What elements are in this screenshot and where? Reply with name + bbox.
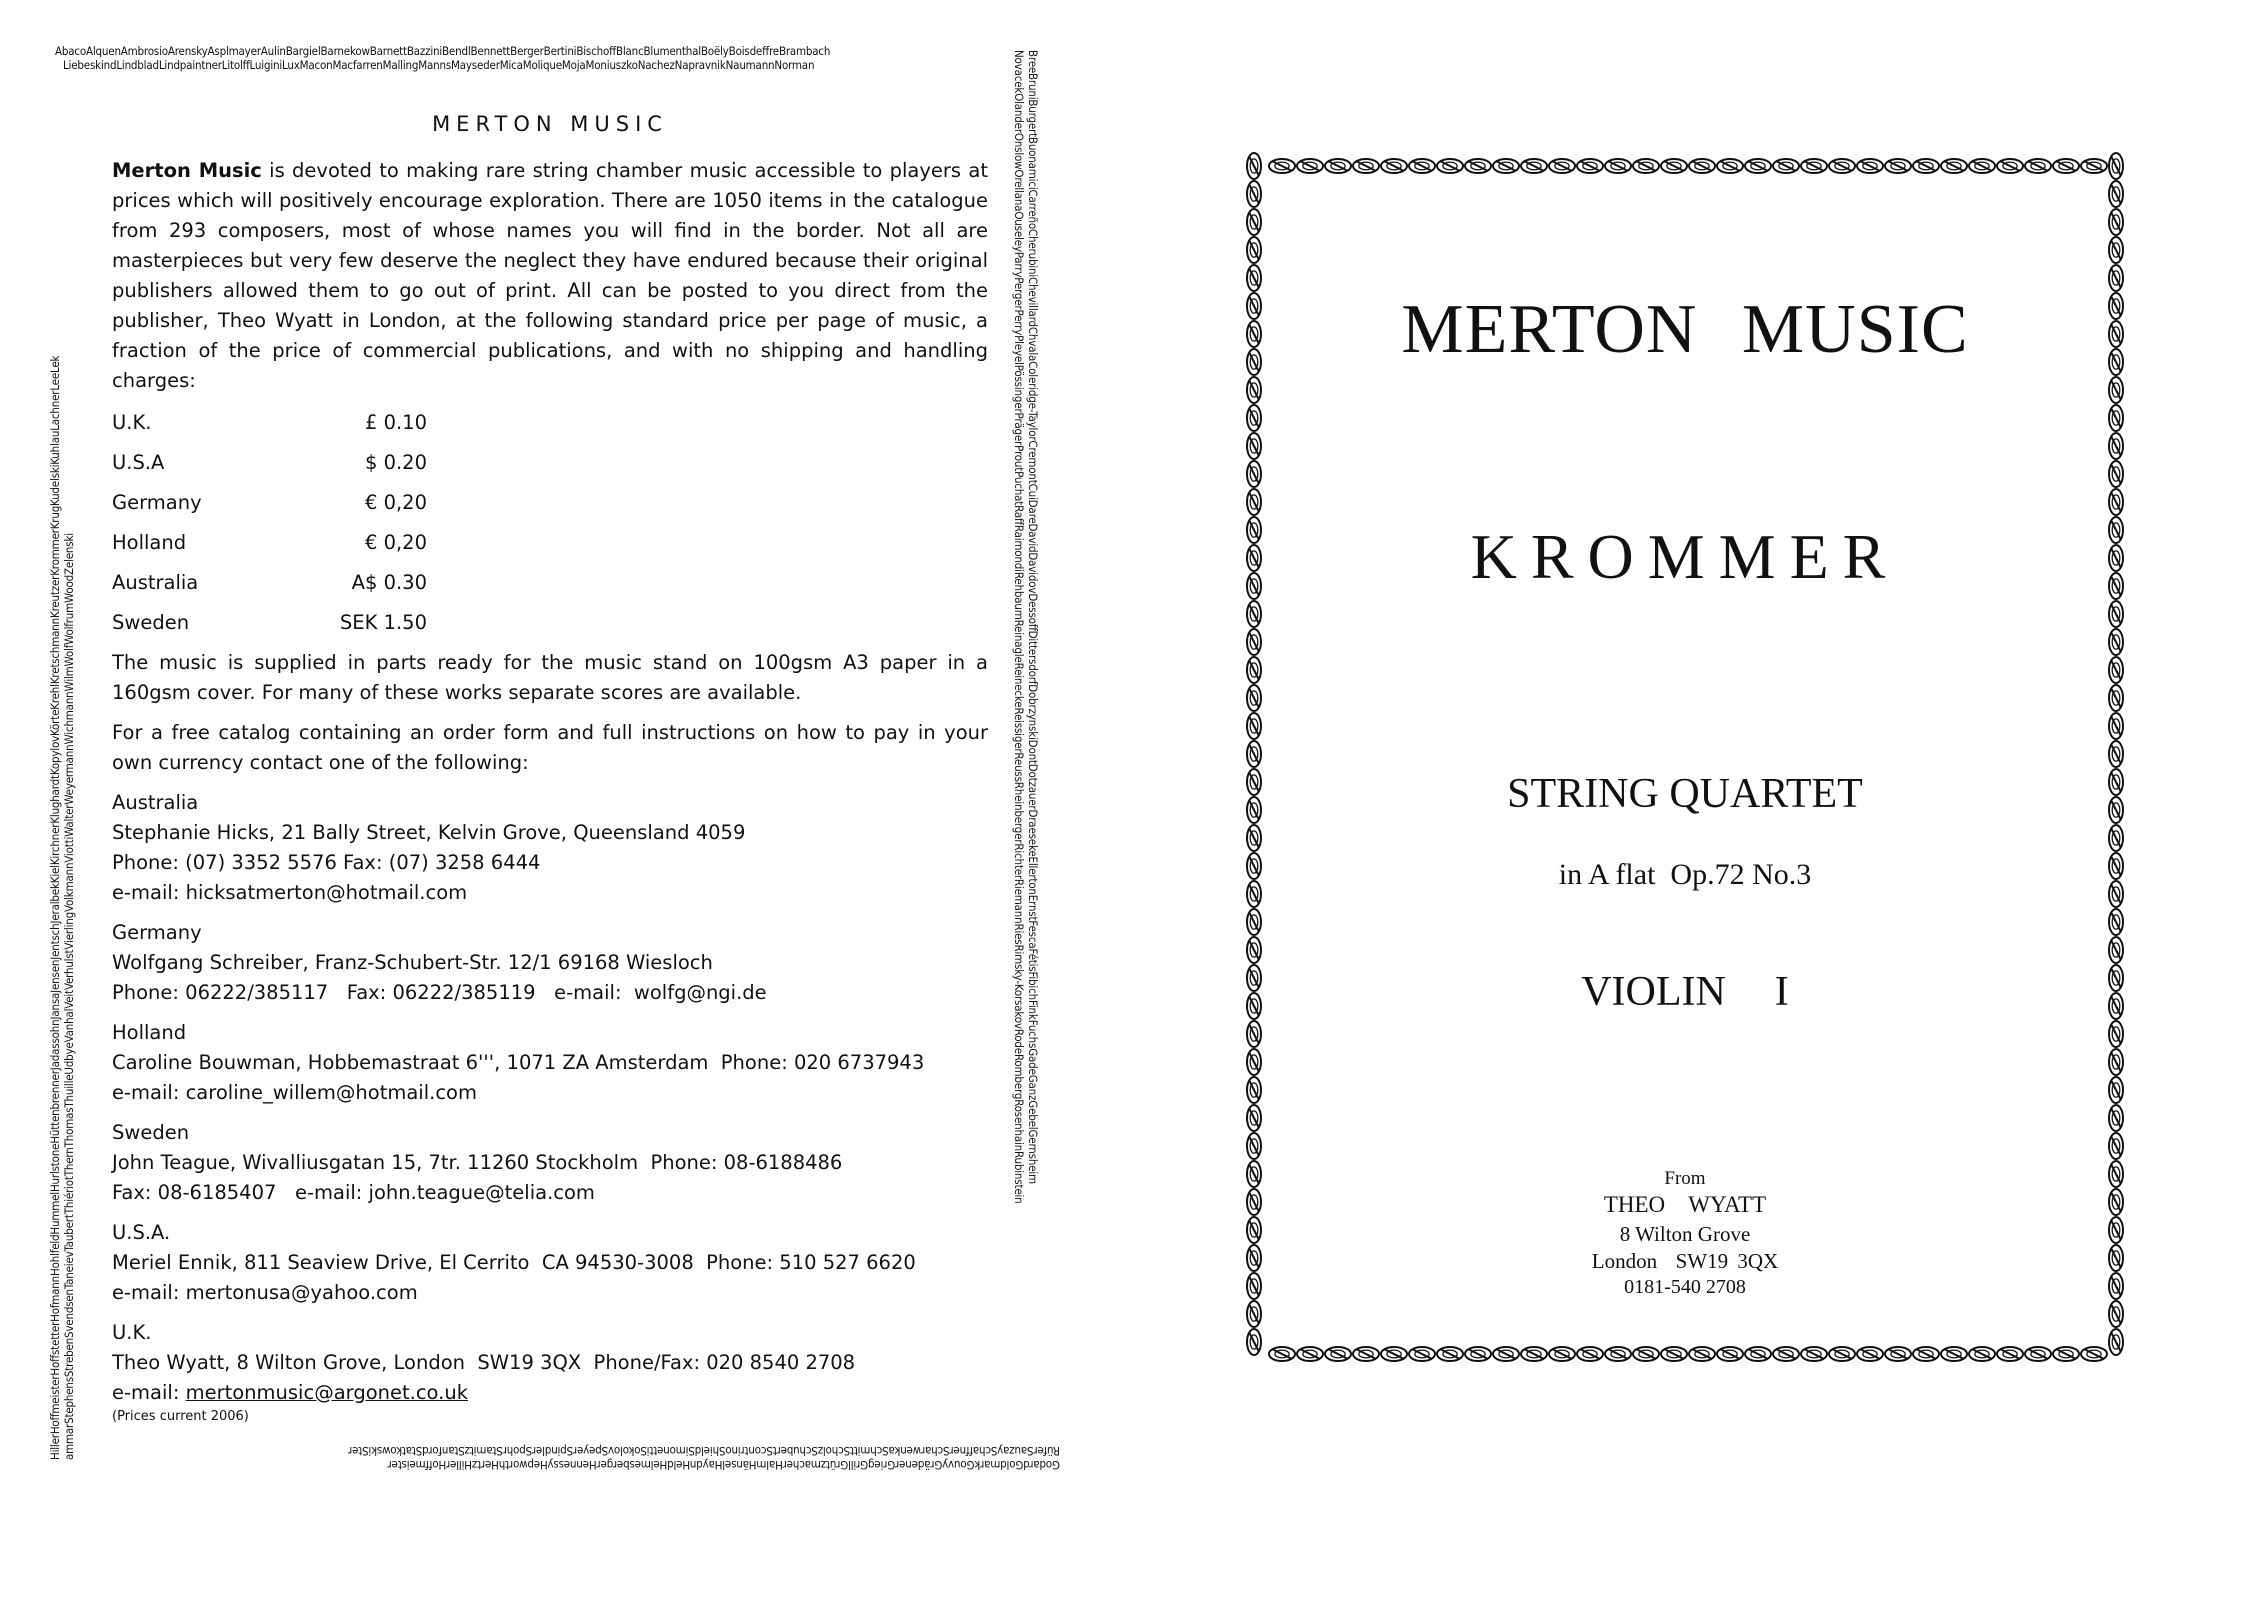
chain-link [1661,1347,1687,1361]
price-country: Sweden [112,610,190,634]
chain-link [1773,1347,1799,1361]
chain-link [1247,1077,1261,1103]
chain-link [1633,159,1659,173]
chain-link [1493,1347,1519,1361]
border-left-composers [48,60,80,1460]
chain-link [1269,159,1295,173]
chain-link [1577,159,1603,173]
cover-composer: KROMMER [1470,521,1900,592]
chain-link [1549,1347,1575,1361]
chain-link [2109,1133,2123,1159]
contact-email [112,1378,988,1408]
chain-link [2109,825,2123,851]
chain-link [2109,377,2123,403]
price-amount: $ 0.20 [364,450,427,474]
price-row [112,482,988,522]
contact-region: Australia [112,791,199,814]
contact-email: e-mail: caroline_willem@hotmail.com [112,1081,477,1104]
cover-address-line-1: 8 Wilton Grove [1619,1222,1751,1246]
chain-link [1857,1347,1883,1361]
chain-link [1717,159,1743,173]
chain-link [1941,159,1967,173]
chain-link [2109,685,2123,711]
chain-link [1549,159,1575,173]
chain-link [1247,1021,1261,1047]
chain-link [2109,433,2123,459]
cover-publisher-name: THEO WYATT [1603,1192,1767,1217]
chain-link [1857,159,1883,173]
cover-key-opus: in A flat Op.72 No.3 [1558,858,1812,891]
contact-region: U.K. [112,1321,152,1344]
contact-address: Meriel Ennik, 811 Seaview Drive, El Cerrito CA 94530-3008 Phone: 510 527 6620 [112,1251,916,1274]
chain-link [1247,629,1261,655]
chain-link [1969,159,1995,173]
price-country: Australia [112,570,199,594]
chain-link [2109,265,2123,291]
chain-link [1247,909,1261,935]
contact-holland [112,1018,988,1108]
price-country: Germany [112,490,202,514]
chain-link [1353,1347,1379,1361]
chain-link [2109,601,2123,627]
chain-link [1465,159,1491,173]
chain-link [1773,159,1799,173]
chain-link [2109,1049,2123,1075]
chain-link [2109,1021,2123,1047]
chain-link [1247,601,1261,627]
chain-link [2109,153,2123,179]
contact-region: Sweden [112,1121,190,1144]
contact-email: e-mail: hicksatmerton@hotmail.com [112,881,468,904]
chain-link [1247,377,1261,403]
chain-link [1745,159,1771,173]
chain-link [2053,159,2079,173]
chain-link [2109,405,2123,431]
price-amount: € 0,20 [364,490,427,514]
chain-link [1297,1347,1323,1361]
chain-link [1661,159,1687,173]
chain-link [1493,159,1519,173]
cover-work-title: STRING QUARTET [1507,771,1863,817]
chain-link [1997,1347,2023,1361]
email-label: e-mail: [112,1381,186,1404]
chain-link [2109,713,2123,739]
chain-link [1325,1347,1351,1361]
chain-link [2053,1347,2079,1361]
chain-link [1247,825,1261,851]
chain-link [1969,1347,1995,1361]
chain-link [2025,159,2051,173]
prices-footnote: (Prices current 2006) [112,1409,249,1424]
chain-link [2109,909,2123,935]
chain-link [1437,1347,1463,1361]
chain-link [1247,433,1261,459]
chain-link [1247,405,1261,431]
chain-link [1247,1049,1261,1075]
intro-text: is devoted to making rare string chamber music accessible to players at prices which will positively encourage exploration. There are 1050 items in the catalogue from 293 composers, most of whose names you will find in the border. Not all are masterpieces but very few deserve the neglect they have endured because their original publishers allowed them to go out of print. All can be posted to you direct from the publisher, Theo Wyatt in London, at the following standard price per page of music, a fraction of the price of commercial publications, and with no shipping and handling charges: [112,159,988,392]
chain-link [1577,1347,1603,1361]
catalog-paragraph: For a free catalog containing an order form and full instructions on how to pay in your own currency contact one of the following: [112,721,988,774]
contact-fax-email: Fax: 08-6185407 e-mail: john.teague@telia.com [112,1181,595,1204]
border-bottom-line-1: GodardGoldmarkGouvyGrädenerGriegGrillGrützmacherHalmHänselHaydnHeldHelmesbergerHennessyHepworthHertzHillerHoffmeister [387,1458,1060,1472]
chain-link [1745,1347,1771,1361]
chain-link [1247,685,1261,711]
price-country: Holland [112,530,187,554]
border-top-line-1: AbacoAlquenAmbrosioArenskyAsplmayerAulinBargielBarnekowBarnettBazziniBendlBennettBergerBertiniBischoffBlancBlumenthalBoëlyBoisdeffreBrambach [55,44,831,58]
chain-link [1247,741,1261,767]
chain-link [2109,657,2123,683]
contact-address: Stephanie Hicks, 21 Bally Street, Kelvin Grove, Queensland 4059 [112,821,746,844]
chain-link [1689,1347,1715,1361]
chain-link [2109,461,2123,487]
price-table [112,402,988,642]
chain-link [1605,1347,1631,1361]
chain-link [2109,1301,2123,1327]
border-bottom-line-2: RüferSauzaySchaffnerScharwenkaSchmittScholzSchubertScontrinoShieldSimonettiSokolovSpeyerSpindlerSpohrStamitzStanfordStatkowskiSter [348,1444,1060,1458]
contact-region: U.S.A. [112,1221,171,1244]
chain-link [1913,1347,1939,1361]
chain-link [2109,629,2123,655]
chain-link [1521,159,1547,173]
supply-paragraph: The music is supplied in parts ready for the music stand on 100gsm A3 paper in a 160gsm cover. For many of these works separate scores are available. [112,651,988,704]
chain-link [2109,209,2123,235]
chain-link [1247,937,1261,963]
chain-link [2109,1329,2123,1355]
contact-sweden [112,1118,988,1208]
chain-link [1247,461,1261,487]
price-amount: € 0,20 [364,530,427,554]
chain-link [2081,159,2107,173]
chain-link [1913,159,1939,173]
chain-link [1381,1347,1407,1361]
border-right-line-2: NovacekOlanderOnslowOrellanaOuseleyParryPergerPerryPleyelPössingerPrägerProutPuchatRaffRaimondiRehbaumReinagleReineckeReissigerReussRheinbergerRichterRiemannRiesRimsky-KorsakovRodeRombergRosenhainRubinstein [1012,50,1026,1204]
price-amount: A$ 0.30 [351,570,427,594]
cover-address-line-2: London SW19 3QX [1591,1249,1779,1273]
chain-link [1941,1347,1967,1361]
chain-link [2109,937,2123,963]
chain-link [1247,265,1261,291]
page-title: MERTON MUSIC [432,112,668,136]
chain-link [1829,159,1855,173]
contact-region: Germany [112,921,202,944]
border-top-composers [55,44,1005,72]
cover-phone: 0181-540 2708 [1624,1276,1746,1298]
chain-link [1409,159,1435,173]
chain-link [2025,1347,2051,1361]
chain-link [1605,159,1631,173]
chain-link [2109,1105,2123,1131]
chain-link [1247,237,1261,263]
contact-address: Caroline Bouwman, Hobbemastraat 6''', 1071 ZA Amsterdam Phone: 020 6737943 [112,1051,925,1074]
border-right-composers [1008,50,1040,1450]
border-top-line-2: LiebeskindLindbladLindpaintnerLitolffLuiginiLuxMaconMacfarrenMallingMannsMaysederMicaMoliqueMojaMoniuszkoNachezNapravnikNaumannNorman [63,58,815,72]
intro-paragraph [112,156,988,396]
contact-phone: Phone: (07) 3352 5576 Fax: (07) 3258 6444 [112,851,541,874]
chain-link [1633,1347,1659,1361]
chain-link [1353,159,1379,173]
chain-link [1247,1329,1261,1355]
contact-australia [112,788,988,908]
contact-address: Theo Wyatt, 8 Wilton Grove, London SW19 3QX Phone/Fax: 020 8540 2708 [112,1351,856,1374]
chain-link [1247,1105,1261,1131]
cover-publisher: MERTON MUSIC [1401,291,1969,368]
chain-link [1885,1347,1911,1361]
border-right-line-1: BreeBruniBurgertBuonamiciCarreñoCherubiniChevillardChvalaColeridge-TaylorCremontCuiDareDavidDavidovDessoffDittersdorfDobrzynskiDontDotzauerDraesekeEllertonErnstFescaFétisFibichFinkFuchsGadeGanzGebelGernsheim [1026,50,1040,1184]
chain-link [1247,713,1261,739]
price-row [112,402,988,442]
chain-link [1801,1347,1827,1361]
contact-germany [112,918,988,1008]
contact-phone: Phone: 06222/385117 Fax: 06222/385119 e-mail: wolfg@ngi.de [112,981,767,1004]
chain-link [1521,1347,1547,1361]
chain-link [1247,209,1261,235]
chain-link [1325,159,1351,173]
chain-link [1247,657,1261,683]
chain-link [2109,181,2123,207]
chain-link [1297,159,1323,173]
chain-link [2109,1077,2123,1103]
chain-link [1717,1347,1743,1361]
chain-link [1437,159,1463,173]
chain-link [1997,159,2023,173]
chain-link [1247,1133,1261,1159]
border-bottom-composers [70,1440,1060,1472]
price-row [112,562,988,602]
catalogue-page [112,108,988,1426]
chain-link [1465,1347,1491,1361]
price-amount: £ 0.10 [364,410,427,434]
border-left-line-1: HillerHoffmeisterHoffstetterHofmannHohlfeldHummelHurlstoneHüttenbrennerJadassohnJansaJensenJentschJeralbekKielKirchnerKlughardtKopylovKörteKrehlKretschmannKreutzerKrommerKrugKudelskiKuhlauLachnerLeeLek [48,355,62,1460]
price-row [112,442,988,482]
border-left-line-2: ammarStephensStrebenSvendsenTaneievTaubertThiériotThernThomasThuilleUdbyeVanhalVeitVerhulstVierlingVolkmannViottiWalterWeyermannWichmannWilmWolfWolfrumWoodZelenski [62,533,76,1460]
price-row [112,522,988,562]
contact-usa [112,1218,988,1308]
chain-link [1247,153,1261,179]
chain-link [1885,159,1911,173]
contact-address: Wolfgang Schreiber, Franz-Schubert-Str. 12/1 69168 Wiesloch [112,951,713,974]
chain-link [1269,1347,1295,1361]
chain-link [1689,159,1715,173]
cover-part: VIOLIN I [1581,969,1789,1015]
email-link[interactable]: mertonmusic@argonet.co.uk [185,1381,468,1404]
price-amount: SEK 1.50 [339,610,427,634]
price-country: U.K. [112,410,152,434]
chain-link [1247,489,1261,515]
intro-brand: Merton Music [112,159,262,182]
contact-region: Holland [112,1021,187,1044]
chain-link [1409,1347,1435,1361]
contact-uk [112,1318,988,1408]
chain-link [1247,1301,1261,1327]
chain-link [2109,237,2123,263]
chain-link [1829,1347,1855,1361]
contact-email: e-mail: mertonusa@yahoo.com [112,1281,418,1304]
chain-link [2109,741,2123,767]
chain-link [2109,489,2123,515]
chain-link [1801,159,1827,173]
chain-link [2081,1347,2107,1361]
chain-link [1381,159,1407,173]
chain-link [1247,181,1261,207]
price-row [112,602,988,642]
price-country: U.S.A [112,450,165,474]
cover-from-label: From [1664,1168,1706,1189]
contact-address: John Teague, Wivalliusgatan 15, 7tr. 11260 Stockholm Phone: 08-6188486 [112,1151,843,1174]
